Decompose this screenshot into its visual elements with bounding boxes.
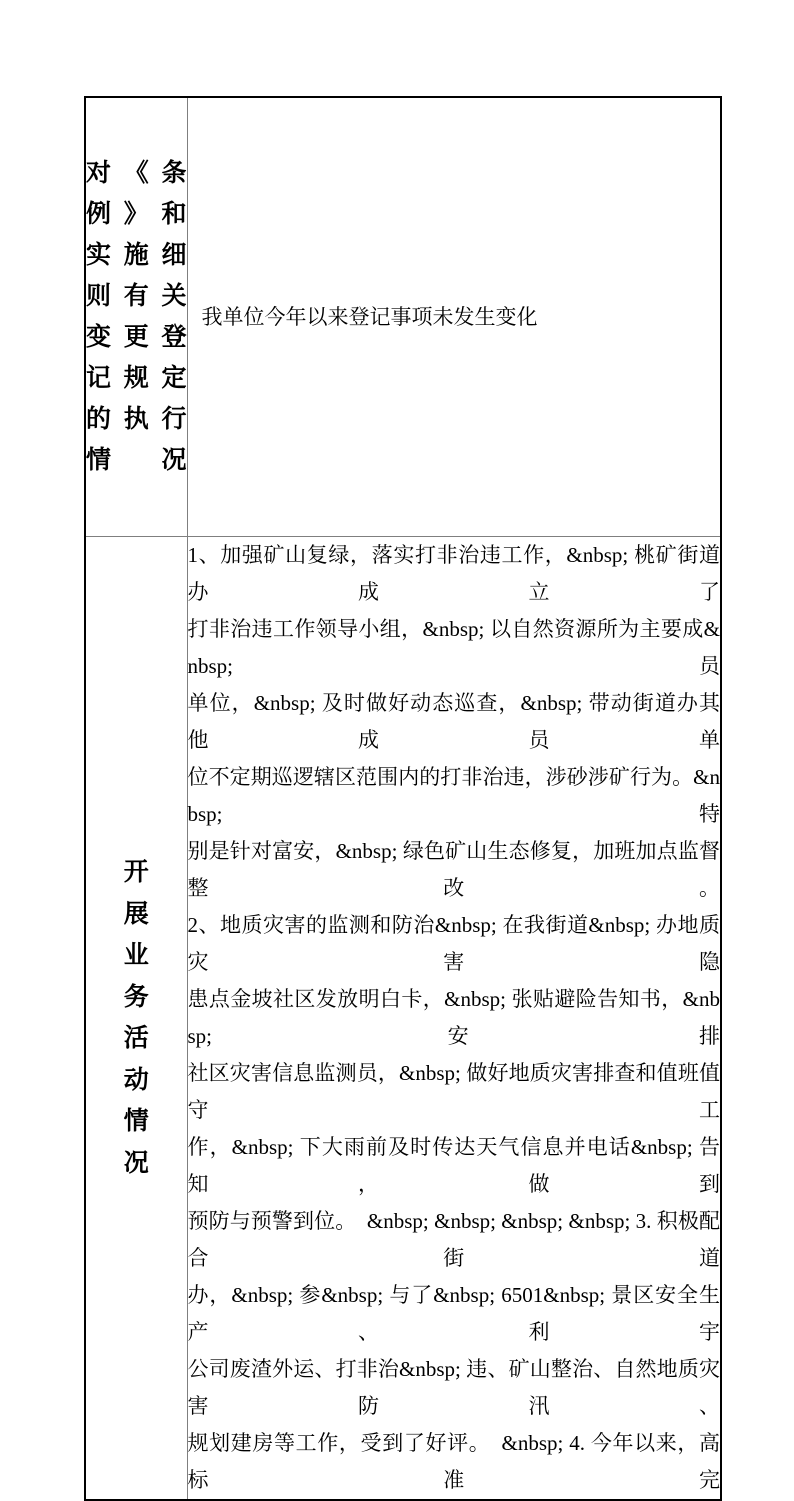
text-line: 动 — [123, 1066, 149, 1094]
text-line: 患点金坡社区发放明白卡，&nbsp; 张贴避险告知书，&nbsp; 安排 — [187, 987, 720, 1048]
text-line: 活 — [123, 1025, 149, 1052]
cell-regulation-compliance-content — [187, 97, 721, 537]
row-header-business-activities — [85, 537, 187, 1501]
text-line: 则有关 — [86, 283, 187, 310]
text-line: 例》和 — [86, 201, 187, 228]
text-line: 单位，&nbsp; 及时做好动态巡查，&nbsp; 带动街道办其他成员单 — [187, 691, 720, 752]
text-line: 位不定期巡逻辖区范围内的打非治违，涉砂涉矿行为。&nbsp; 特 — [187, 765, 720, 826]
text-line: 的执行 — [86, 406, 187, 433]
registration-form-table — [84, 96, 722, 1501]
text-line: 开 — [123, 859, 149, 886]
text-line: 对《条 — [86, 160, 187, 187]
text-line: 预防与预警到位。 &nbsp; &nbsp; &nbsp; &nbsp; 3. 积极配合街道 — [187, 1209, 720, 1270]
text-line: 别是针对富安，&nbsp; 绿色矿山生态修复，加班加点监督整改。 — [187, 839, 720, 900]
text-line: 实施细 — [86, 242, 187, 269]
text-line: 情 况 — [86, 447, 187, 474]
text-line: 规划建房等工作，受到了好评。 &nbsp; 4. 今年以来，高标准完 — [187, 1431, 720, 1492]
text-line: 1、加强矿山复绿，落实打非治违工作，&nbsp; 桃矿街道办成立了 — [187, 543, 720, 604]
text-line: 务 — [123, 983, 149, 1011]
text-line: 展 — [123, 900, 149, 928]
text-line: 打非治违工作领导小组，&nbsp; 以自然资源所为主要成&nbsp; 员 — [187, 617, 720, 678]
text-line: 况 — [123, 1149, 149, 1177]
text-line: 作，&nbsp; 下大雨前及时传达天气信息并电话&nbsp; 告知，做到 — [187, 1135, 720, 1196]
text-line: 办，&nbsp; 参&nbsp; 与了&nbsp; 6501&nbsp; 景区安全生产、利宇 — [187, 1283, 720, 1344]
table-row-business-activities — [85, 537, 721, 1501]
table-row-regulation-compliance — [85, 97, 721, 537]
row-header-regulation-compliance — [85, 97, 187, 537]
text-line: 变更登 — [86, 324, 187, 351]
text-line: 业 — [123, 942, 149, 969]
text-line: 记规定 — [86, 365, 187, 392]
text-line: 情 — [123, 1108, 149, 1135]
text-line: 2、地质灾害的监测和防治&nbsp; 在我街道&nbsp; 办地质灾害隐 — [187, 913, 720, 974]
text-line: 社区灾害信息监测员，&nbsp; 做好地质灾害排查和值班值守工 — [187, 1061, 720, 1122]
text-line: 公司废渣外运、打非治&nbsp; 违、矿山整治、自然地质灾害防汛、 — [187, 1357, 720, 1418]
regulation-compliance-text: 我单位今年以来登记事项未发生变化 — [201, 305, 538, 329]
cell-business-activities-content — [187, 537, 721, 1501]
